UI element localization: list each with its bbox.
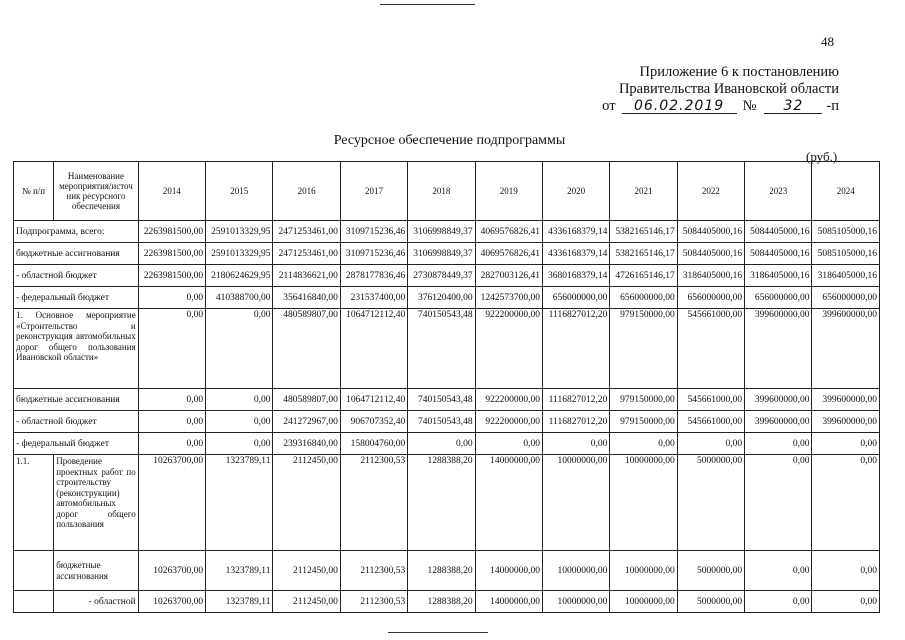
- value-cell: 979150000,00: [610, 389, 677, 411]
- value-cell: 1064712112,40: [340, 389, 407, 411]
- value-cell: 979150000,00: [610, 309, 677, 389]
- value-cell: 2730878449,37: [408, 265, 475, 287]
- value-cell: 14000000,00: [475, 551, 542, 591]
- value-cell: 922200000,00: [475, 389, 542, 411]
- header-year: 2023: [745, 162, 812, 221]
- header-year: 2015: [206, 162, 273, 221]
- value-cell: 656000000,00: [812, 287, 880, 309]
- row-label: - областной бюджет: [14, 411, 139, 433]
- value-cell: 10263700,00: [138, 455, 205, 551]
- value-cell: 5084405000,16: [745, 221, 812, 243]
- value-cell: 656000000,00: [610, 287, 677, 309]
- value-cell: 1288388,20: [408, 591, 475, 613]
- header-col-name: Наименование мероприятия/источ ник ресурсного обеспечения: [54, 162, 138, 221]
- value-cell: 3680168379,14: [542, 265, 609, 287]
- value-cell: 0,00: [542, 433, 609, 455]
- value-cell: 740150543,48: [408, 309, 475, 389]
- row-label: Проведение проектных работ по строительству (реконструкции) автомобильных дорог общего пользования: [54, 455, 138, 551]
- number-suffix: -п: [826, 98, 839, 114]
- header-year: 2016: [273, 162, 340, 221]
- value-cell: 656000000,00: [542, 287, 609, 309]
- table-row: [14, 389, 880, 411]
- value-cell: 0,00: [206, 433, 273, 455]
- row-label: бюджетные ассигнования: [14, 243, 139, 265]
- value-cell: 1242573700,00: [475, 287, 542, 309]
- row-number: [14, 551, 54, 591]
- value-cell: 4069576826,41: [475, 221, 542, 243]
- row-label: 1. Основное мероприятие «Строительство и реконструкция автомобильных дорог общего пользования Ивановской области»: [14, 309, 139, 389]
- header-year: 2014: [138, 162, 205, 221]
- row-label: - областной бюджет: [14, 265, 139, 287]
- value-cell: 5382165146,17: [610, 243, 677, 265]
- value-cell: 545661000,00: [677, 309, 744, 389]
- value-cell: 3109715236,46: [340, 243, 407, 265]
- value-cell: 1323789,11: [206, 591, 273, 613]
- value-cell: 0,00: [138, 411, 205, 433]
- value-cell: 480589807,00: [273, 389, 340, 411]
- header-year: 2021: [610, 162, 677, 221]
- value-cell: 410388700,00: [206, 287, 273, 309]
- value-cell: 545661000,00: [677, 389, 744, 411]
- value-cell: 5084405000,16: [677, 221, 744, 243]
- value-cell: 14000000,00: [475, 591, 542, 613]
- value-cell: 1116827012,20: [542, 389, 609, 411]
- value-cell: 656000000,00: [745, 287, 812, 309]
- value-cell: 0,00: [677, 433, 744, 455]
- value-cell: 239316840,00: [273, 433, 340, 455]
- number-sign: №: [742, 98, 757, 114]
- value-cell: 5000000,00: [677, 551, 744, 591]
- value-cell: 1323789,11: [206, 455, 273, 551]
- value-cell: 5085105000,16: [812, 243, 880, 265]
- bottom-scan-rule: [388, 632, 488, 633]
- appendix-line-2: Правительства Ивановской области: [618, 81, 839, 97]
- table-row: [14, 455, 880, 551]
- value-cell: 2878177836,46: [340, 265, 407, 287]
- header-year: 2022: [677, 162, 744, 221]
- value-cell: 979150000,00: [610, 411, 677, 433]
- value-cell: 0,00: [745, 433, 812, 455]
- currency-unit: (руб.): [806, 149, 838, 164]
- value-cell: 231537400,00: [340, 287, 407, 309]
- value-cell: 3109715236,46: [340, 221, 407, 243]
- value-cell: 740150543,48: [408, 389, 475, 411]
- row-label: - областной: [54, 591, 138, 613]
- value-cell: 356416840,00: [273, 287, 340, 309]
- table-row: [14, 433, 880, 455]
- header-col-no: № п/п: [14, 162, 54, 221]
- value-cell: 3186405000,16: [677, 265, 744, 287]
- value-cell: 10263700,00: [138, 551, 205, 591]
- value-cell: 2180624629,95: [206, 265, 273, 287]
- table-row: [14, 591, 880, 613]
- value-cell: 1116827012,20: [542, 411, 609, 433]
- value-cell: 2112450,00: [273, 591, 340, 613]
- value-cell: 0,00: [745, 551, 812, 591]
- value-cell: 2827003126,41: [475, 265, 542, 287]
- value-cell: 10000000,00: [542, 591, 609, 613]
- table-row: [14, 243, 880, 265]
- table-row: [14, 221, 880, 243]
- resource-table: [13, 161, 880, 613]
- value-cell: 1288388,20: [408, 551, 475, 591]
- value-cell: 545661000,00: [677, 411, 744, 433]
- from-prefix: от: [602, 98, 616, 114]
- row-label: - федеральный бюджет: [14, 433, 139, 455]
- value-cell: 480589807,00: [273, 309, 340, 389]
- row-label: бюджетные ассигнования: [54, 551, 138, 591]
- value-cell: 2263981500,00: [138, 221, 205, 243]
- value-cell: 0,00: [206, 309, 273, 389]
- value-cell: 2112300,53: [340, 591, 407, 613]
- value-cell: 5000000,00: [677, 455, 744, 551]
- value-cell: 2112300,53: [340, 455, 407, 551]
- value-cell: 0,00: [138, 309, 205, 389]
- header-year: 2018: [408, 162, 475, 221]
- value-cell: 2114836621,00: [273, 265, 340, 287]
- value-cell: 1064712112,40: [340, 309, 407, 389]
- value-cell: 2471253461,00: [273, 243, 340, 265]
- value-cell: 0,00: [745, 591, 812, 613]
- table-row: [14, 265, 880, 287]
- row-label: - федеральный бюджет: [14, 287, 139, 309]
- value-cell: 5085105000,16: [812, 221, 880, 243]
- appendix-block: [602, 64, 839, 115]
- header-year: 2017: [340, 162, 407, 221]
- value-cell: 0,00: [206, 389, 273, 411]
- row-number: [14, 591, 54, 613]
- value-cell: 922200000,00: [475, 309, 542, 389]
- value-cell: 4336168379,14: [542, 221, 609, 243]
- value-cell: 3186405000,16: [745, 265, 812, 287]
- value-cell: 1116827012,20: [542, 309, 609, 389]
- value-cell: 14000000,00: [475, 455, 542, 551]
- value-cell: 241272967,00: [273, 411, 340, 433]
- value-cell: 399600000,00: [745, 411, 812, 433]
- header-year: 2020: [542, 162, 609, 221]
- table-row: [14, 411, 880, 433]
- value-cell: 10000000,00: [610, 455, 677, 551]
- value-cell: 0,00: [138, 287, 205, 309]
- value-cell: 5084405000,16: [677, 243, 744, 265]
- value-cell: 656000000,00: [677, 287, 744, 309]
- value-cell: 10000000,00: [610, 551, 677, 591]
- value-cell: 158004760,00: [340, 433, 407, 455]
- value-cell: 10000000,00: [542, 455, 609, 551]
- row-label: бюджетные ассигнования: [14, 389, 139, 411]
- value-cell: 0,00: [138, 389, 205, 411]
- top-scan-rule: [380, 4, 475, 5]
- row-label: Подпрограмма, всего:: [14, 221, 139, 243]
- value-cell: 0,00: [475, 433, 542, 455]
- value-cell: 0,00: [745, 455, 812, 551]
- document-title-text: Ресурсное обеспечение подпрограммы: [333, 133, 566, 148]
- handwritten-number: 32: [764, 99, 822, 114]
- value-cell: 3186405000,16: [812, 265, 880, 287]
- appendix-line-1: Приложение 6 к постановлению: [639, 64, 839, 80]
- value-cell: 1288388,20: [408, 455, 475, 551]
- value-cell: 0,00: [812, 455, 880, 551]
- header-year: 2019: [475, 162, 542, 221]
- table-row: [14, 287, 880, 309]
- value-cell: 0,00: [610, 433, 677, 455]
- document-title: [0, 133, 905, 149]
- value-cell: 0,00: [812, 551, 880, 591]
- table-header-row: [14, 162, 880, 221]
- value-cell: 2112450,00: [273, 455, 340, 551]
- value-cell: 0,00: [408, 433, 475, 455]
- value-cell: 376120400,00: [408, 287, 475, 309]
- value-cell: 2591013329,95: [206, 243, 273, 265]
- value-cell: 10263700,00: [138, 591, 205, 613]
- value-cell: 0,00: [138, 433, 205, 455]
- value-cell: 399600000,00: [812, 411, 880, 433]
- value-cell: 4726165146,17: [610, 265, 677, 287]
- value-cell: 2591013329,95: [206, 221, 273, 243]
- value-cell: 5382165146,17: [610, 221, 677, 243]
- value-cell: 2471253461,00: [273, 221, 340, 243]
- value-cell: 399600000,00: [745, 389, 812, 411]
- value-cell: 2263981500,00: [138, 243, 205, 265]
- value-cell: 399600000,00: [812, 389, 880, 411]
- value-cell: 0,00: [812, 433, 880, 455]
- value-cell: 1323789,11: [206, 551, 273, 591]
- row-number: 1.1.: [14, 455, 54, 551]
- page-number: 48: [821, 34, 834, 49]
- value-cell: 5000000,00: [677, 591, 744, 613]
- value-cell: 10000000,00: [610, 591, 677, 613]
- value-cell: 4336168379,14: [542, 243, 609, 265]
- handwritten-date: 06.02.2019: [622, 99, 737, 114]
- appendix-date-line: [602, 98, 839, 115]
- value-cell: 5084405000,16: [745, 243, 812, 265]
- value-cell: 2112450,00: [273, 551, 340, 591]
- value-cell: 10000000,00: [542, 551, 609, 591]
- table-row: [14, 309, 880, 389]
- value-cell: 906707352,40: [340, 411, 407, 433]
- value-cell: 399600000,00: [745, 309, 812, 389]
- value-cell: 2263981500,00: [138, 265, 205, 287]
- value-cell: 740150543,48: [408, 411, 475, 433]
- value-cell: 399600000,00: [812, 309, 880, 389]
- value-cell: 0,00: [206, 411, 273, 433]
- value-cell: 3106998849,37: [408, 221, 475, 243]
- value-cell: 2112300,53: [340, 551, 407, 591]
- value-cell: 3106998849,37: [408, 243, 475, 265]
- table-row: [14, 551, 880, 591]
- value-cell: 0,00: [812, 591, 880, 613]
- header-year: 2024: [812, 162, 880, 221]
- value-cell: 922200000,00: [475, 411, 542, 433]
- value-cell: 4069576826,41: [475, 243, 542, 265]
